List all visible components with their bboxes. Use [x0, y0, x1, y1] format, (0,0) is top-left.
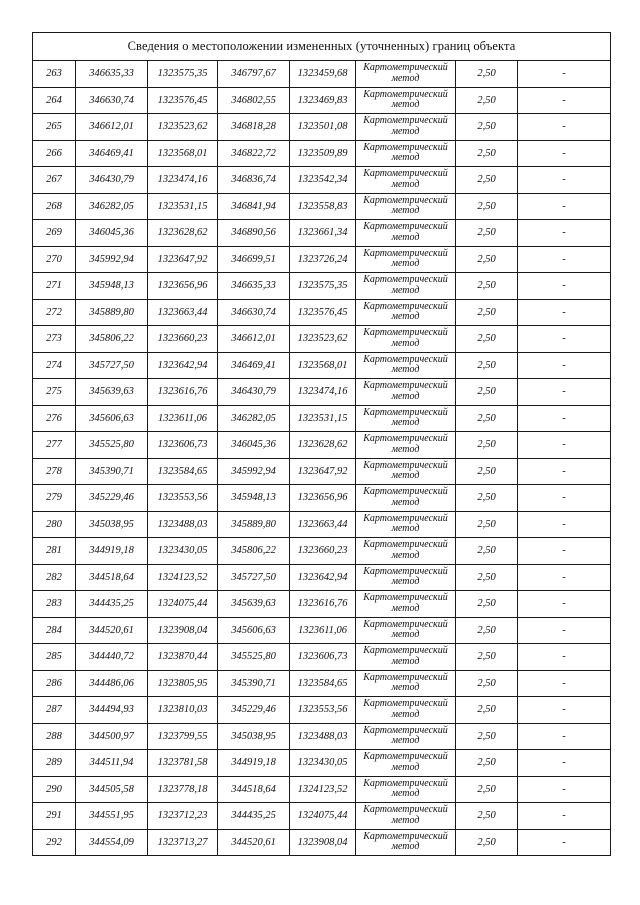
cell-note: - — [518, 87, 611, 114]
cell-note: - — [518, 326, 611, 353]
cell-y-new: 1323509,89 — [290, 140, 356, 167]
cell-note: - — [518, 723, 611, 750]
cell-point-number: 283 — [33, 591, 76, 618]
cell-accuracy: 2,50 — [456, 564, 518, 591]
cell-y-old: 1323553,56 — [148, 485, 218, 512]
cell-y-old: 1323576,45 — [148, 87, 218, 114]
cell-y-new: 1323531,15 — [290, 405, 356, 432]
cell-point-number: 287 — [33, 697, 76, 724]
cell-method: Картометрический метод — [356, 114, 456, 141]
cell-note: - — [518, 273, 611, 300]
cell-x-old: 345606,63 — [76, 405, 148, 432]
cell-point-number: 266 — [33, 140, 76, 167]
cell-y-new: 1323430,05 — [290, 750, 356, 777]
table-row — [33, 114, 611, 141]
cell-point-number: 282 — [33, 564, 76, 591]
cell-note: - — [518, 511, 611, 538]
cell-y-old: 1323642,94 — [148, 352, 218, 379]
table-row — [33, 750, 611, 777]
cell-y-old: 1323908,04 — [148, 617, 218, 644]
cell-note: - — [518, 591, 611, 618]
cell-x-old: 346612,01 — [76, 114, 148, 141]
cell-x-old: 344440,72 — [76, 644, 148, 671]
cell-note: - — [518, 750, 611, 777]
cell-method: Картометрический метод — [356, 299, 456, 326]
table-row — [33, 697, 611, 724]
table-row — [33, 617, 611, 644]
cell-x-old: 344505,58 — [76, 776, 148, 803]
cell-x-old: 345948,13 — [76, 273, 148, 300]
cell-point-number: 274 — [33, 352, 76, 379]
cell-x-old: 344511,94 — [76, 750, 148, 777]
cell-x-new: 345948,13 — [218, 485, 290, 512]
cell-y-new: 1323474,16 — [290, 379, 356, 406]
cell-note: - — [518, 776, 611, 803]
cell-x-old: 346630,74 — [76, 87, 148, 114]
cell-y-new: 1323642,94 — [290, 564, 356, 591]
cell-accuracy: 2,50 — [456, 485, 518, 512]
cell-x-old: 344919,18 — [76, 538, 148, 565]
cell-accuracy: 2,50 — [456, 379, 518, 406]
cell-point-number: 273 — [33, 326, 76, 353]
table-row — [33, 326, 611, 353]
cell-method: Картометрический метод — [356, 273, 456, 300]
cell-y-new: 1323568,01 — [290, 352, 356, 379]
cell-x-new: 345727,50 — [218, 564, 290, 591]
cell-note: - — [518, 114, 611, 141]
cell-method: Картометрический метод — [356, 405, 456, 432]
cell-y-old: 1324123,52 — [148, 564, 218, 591]
cell-accuracy: 2,50 — [456, 246, 518, 273]
cell-method: Картометрический метод — [356, 246, 456, 273]
cell-note: - — [518, 220, 611, 247]
cell-accuracy: 2,50 — [456, 511, 518, 538]
cell-x-old: 344494,93 — [76, 697, 148, 724]
cell-y-new: 1323663,44 — [290, 511, 356, 538]
cell-accuracy: 2,50 — [456, 405, 518, 432]
cell-y-new: 1323656,96 — [290, 485, 356, 512]
cell-accuracy: 2,50 — [456, 140, 518, 167]
cell-x-old: 345038,95 — [76, 511, 148, 538]
cell-point-number: 275 — [33, 379, 76, 406]
cell-point-number: 289 — [33, 750, 76, 777]
cell-x-new: 345606,63 — [218, 617, 290, 644]
cell-x-new: 345038,95 — [218, 723, 290, 750]
cell-accuracy: 2,50 — [456, 617, 518, 644]
cell-y-old: 1323663,44 — [148, 299, 218, 326]
cell-method: Картометрический метод — [356, 591, 456, 618]
cell-point-number: 272 — [33, 299, 76, 326]
cell-x-old: 346635,33 — [76, 61, 148, 88]
cell-x-new: 345639,63 — [218, 591, 290, 618]
cell-accuracy: 2,50 — [456, 273, 518, 300]
cell-x-new: 346841,94 — [218, 193, 290, 220]
cell-accuracy: 2,50 — [456, 697, 518, 724]
cell-method: Картометрический метод — [356, 750, 456, 777]
table-row — [33, 246, 611, 273]
cell-point-number: 291 — [33, 803, 76, 830]
cell-accuracy: 2,50 — [456, 750, 518, 777]
cell-y-old: 1323523,62 — [148, 114, 218, 141]
cell-x-new: 346045,36 — [218, 432, 290, 459]
cell-note: - — [518, 697, 611, 724]
cell-accuracy: 2,50 — [456, 220, 518, 247]
table-row — [33, 220, 611, 247]
table-row — [33, 167, 611, 194]
cell-point-number: 270 — [33, 246, 76, 273]
table-row — [33, 591, 611, 618]
cell-y-new: 1323553,56 — [290, 697, 356, 724]
cell-note: - — [518, 193, 611, 220]
cell-x-old: 345806,22 — [76, 326, 148, 353]
cell-y-old: 1323656,96 — [148, 273, 218, 300]
cell-y-new: 1324123,52 — [290, 776, 356, 803]
cell-x-new: 345390,71 — [218, 670, 290, 697]
table-row — [33, 299, 611, 326]
cell-x-old: 344518,64 — [76, 564, 148, 591]
cell-x-old: 346282,05 — [76, 193, 148, 220]
cell-method: Картометрический метод — [356, 193, 456, 220]
cell-x-old: 345525,80 — [76, 432, 148, 459]
table-row — [33, 776, 611, 803]
cell-x-old: 346045,36 — [76, 220, 148, 247]
cell-x-old: 345727,50 — [76, 352, 148, 379]
cell-method: Картометрический метод — [356, 776, 456, 803]
cell-accuracy: 2,50 — [456, 644, 518, 671]
cell-x-new: 346612,01 — [218, 326, 290, 353]
cell-x-new: 344520,61 — [218, 829, 290, 856]
table-row — [33, 538, 611, 565]
table-row — [33, 61, 611, 88]
cell-method: Картометрический метод — [356, 352, 456, 379]
cell-note: - — [518, 352, 611, 379]
table-row — [33, 432, 611, 459]
cell-point-number: 264 — [33, 87, 76, 114]
cell-method: Картометрический метод — [356, 167, 456, 194]
cell-x-new: 346822,72 — [218, 140, 290, 167]
cell-point-number: 276 — [33, 405, 76, 432]
table-row — [33, 829, 611, 856]
cell-method: Картометрический метод — [356, 617, 456, 644]
cell-x-new: 346282,05 — [218, 405, 290, 432]
cell-y-new: 1323661,34 — [290, 220, 356, 247]
cell-note: - — [518, 538, 611, 565]
cell-y-new: 1323558,83 — [290, 193, 356, 220]
cell-y-old: 1323628,62 — [148, 220, 218, 247]
cell-x-old: 345639,63 — [76, 379, 148, 406]
table-row — [33, 458, 611, 485]
cell-y-new: 1323660,23 — [290, 538, 356, 565]
cell-point-number: 279 — [33, 485, 76, 512]
cell-y-old: 1323870,44 — [148, 644, 218, 671]
cell-method: Картометрический метод — [356, 326, 456, 353]
table-row — [33, 511, 611, 538]
cell-accuracy: 2,50 — [456, 776, 518, 803]
table-row — [33, 564, 611, 591]
cell-y-new: 1323647,92 — [290, 458, 356, 485]
cell-point-number: 285 — [33, 644, 76, 671]
cell-y-new: 1323542,34 — [290, 167, 356, 194]
cell-y-old: 1323606,73 — [148, 432, 218, 459]
cell-method: Картометрический метод — [356, 61, 456, 88]
table-row — [33, 803, 611, 830]
cell-y-old: 1323712,23 — [148, 803, 218, 830]
cell-x-new: 346802,55 — [218, 87, 290, 114]
cell-accuracy: 2,50 — [456, 61, 518, 88]
cell-x-old: 346469,41 — [76, 140, 148, 167]
cell-point-number: 265 — [33, 114, 76, 141]
cell-x-new: 346430,79 — [218, 379, 290, 406]
cell-y-new: 1323908,04 — [290, 829, 356, 856]
cell-x-old: 345390,71 — [76, 458, 148, 485]
cell-method: Картометрический метод — [356, 432, 456, 459]
cell-x-new: 346890,56 — [218, 220, 290, 247]
cell-y-old: 1323488,03 — [148, 511, 218, 538]
table-row — [33, 140, 611, 167]
cell-y-old: 1323584,65 — [148, 458, 218, 485]
cell-y-new: 1323523,62 — [290, 326, 356, 353]
cell-method: Картометрический метод — [356, 723, 456, 750]
cell-y-new: 1323726,24 — [290, 246, 356, 273]
cell-y-new: 1323488,03 — [290, 723, 356, 750]
cell-y-new: 1324075,44 — [290, 803, 356, 830]
cell-accuracy: 2,50 — [456, 87, 518, 114]
cell-x-old: 344486,06 — [76, 670, 148, 697]
cell-point-number: 278 — [33, 458, 76, 485]
cell-x-new: 344435,25 — [218, 803, 290, 830]
cell-point-number: 290 — [33, 776, 76, 803]
cell-x-new: 344518,64 — [218, 776, 290, 803]
cell-x-old: 344554,09 — [76, 829, 148, 856]
cell-method: Картометрический метод — [356, 379, 456, 406]
table-row — [33, 723, 611, 750]
cell-x-new: 346699,51 — [218, 246, 290, 273]
cell-note: - — [518, 617, 611, 644]
cell-note: - — [518, 644, 611, 671]
cell-accuracy: 2,50 — [456, 193, 518, 220]
table-row — [33, 644, 611, 671]
cell-note: - — [518, 432, 611, 459]
cell-note: - — [518, 167, 611, 194]
cell-y-old: 1323616,76 — [148, 379, 218, 406]
cell-method: Картометрический метод — [356, 511, 456, 538]
cell-note: - — [518, 140, 611, 167]
cell-point-number: 284 — [33, 617, 76, 644]
cell-y-old: 1323568,01 — [148, 140, 218, 167]
cell-x-old: 345889,80 — [76, 299, 148, 326]
cell-point-number: 277 — [33, 432, 76, 459]
cell-method: Картометрический метод — [356, 538, 456, 565]
cell-accuracy: 2,50 — [456, 829, 518, 856]
cell-method: Картометрический метод — [356, 140, 456, 167]
cell-x-new: 346797,67 — [218, 61, 290, 88]
cell-y-old: 1323647,92 — [148, 246, 218, 273]
cell-point-number: 268 — [33, 193, 76, 220]
cell-x-old: 344435,25 — [76, 591, 148, 618]
table-row — [33, 405, 611, 432]
table-row — [33, 352, 611, 379]
cell-accuracy: 2,50 — [456, 803, 518, 830]
table-row — [33, 485, 611, 512]
cell-x-new: 346635,33 — [218, 273, 290, 300]
cell-y-new: 1323459,68 — [290, 61, 356, 88]
cell-point-number: 292 — [33, 829, 76, 856]
cell-y-new: 1323628,62 — [290, 432, 356, 459]
table-row — [33, 670, 611, 697]
cell-accuracy: 2,50 — [456, 538, 518, 565]
cell-accuracy: 2,50 — [456, 723, 518, 750]
cell-note: - — [518, 458, 611, 485]
cell-method: Картометрический метод — [356, 803, 456, 830]
cell-x-new: 345992,94 — [218, 458, 290, 485]
cell-x-new: 346469,41 — [218, 352, 290, 379]
cell-note: - — [518, 670, 611, 697]
cell-method: Картометрический метод — [356, 670, 456, 697]
cell-accuracy: 2,50 — [456, 458, 518, 485]
cell-note: - — [518, 379, 611, 406]
cell-y-new: 1323606,73 — [290, 644, 356, 671]
cell-accuracy: 2,50 — [456, 432, 518, 459]
cell-y-new: 1323616,76 — [290, 591, 356, 618]
table-row — [33, 273, 611, 300]
cell-method: Картометрический метод — [356, 220, 456, 247]
cell-y-old: 1323799,55 — [148, 723, 218, 750]
cell-y-old: 1323660,23 — [148, 326, 218, 353]
boundary-table — [32, 32, 611, 856]
cell-point-number: 280 — [33, 511, 76, 538]
cell-x-new: 346818,28 — [218, 114, 290, 141]
cell-method: Картометрический метод — [356, 829, 456, 856]
cell-x-new: 346836,74 — [218, 167, 290, 194]
cell-point-number: 286 — [33, 670, 76, 697]
cell-x-old: 344551,95 — [76, 803, 148, 830]
cell-y-new: 1323469,83 — [290, 87, 356, 114]
cell-accuracy: 2,50 — [456, 167, 518, 194]
table-row — [33, 193, 611, 220]
table-title-row — [33, 33, 611, 61]
cell-point-number: 263 — [33, 61, 76, 88]
cell-y-old: 1323575,35 — [148, 61, 218, 88]
cell-y-old: 1323781,58 — [148, 750, 218, 777]
cell-method: Картометрический метод — [356, 697, 456, 724]
cell-x-new: 345889,80 — [218, 511, 290, 538]
cell-x-new: 345229,46 — [218, 697, 290, 724]
cell-method: Картометрический метод — [356, 564, 456, 591]
cell-y-old: 1324075,44 — [148, 591, 218, 618]
cell-note: - — [518, 564, 611, 591]
cell-y-old: 1323713,27 — [148, 829, 218, 856]
cell-note: - — [518, 829, 611, 856]
cell-x-old: 346430,79 — [76, 167, 148, 194]
cell-method: Картометрический метод — [356, 644, 456, 671]
cell-note: - — [518, 405, 611, 432]
cell-accuracy: 2,50 — [456, 299, 518, 326]
cell-y-old: 1323611,06 — [148, 405, 218, 432]
cell-y-new: 1323501,08 — [290, 114, 356, 141]
cell-point-number: 271 — [33, 273, 76, 300]
table-row — [33, 87, 611, 114]
cell-accuracy: 2,50 — [456, 670, 518, 697]
cell-method: Картометрический метод — [356, 458, 456, 485]
cell-x-old: 345992,94 — [76, 246, 148, 273]
cell-method: Картометрический метод — [356, 485, 456, 512]
cell-accuracy: 2,50 — [456, 114, 518, 141]
cell-accuracy: 2,50 — [456, 591, 518, 618]
cell-x-new: 345525,80 — [218, 644, 290, 671]
cell-x-old: 344520,61 — [76, 617, 148, 644]
cell-y-new: 1323576,45 — [290, 299, 356, 326]
cell-y-old: 1323810,03 — [148, 697, 218, 724]
cell-note: - — [518, 803, 611, 830]
cell-point-number: 267 — [33, 167, 76, 194]
cell-note: - — [518, 299, 611, 326]
table-row — [33, 379, 611, 406]
cell-x-new: 346630,74 — [218, 299, 290, 326]
cell-x-old: 344500,97 — [76, 723, 148, 750]
cell-accuracy: 2,50 — [456, 326, 518, 353]
cell-accuracy: 2,50 — [456, 352, 518, 379]
cell-note: - — [518, 485, 611, 512]
cell-y-old: 1323778,18 — [148, 776, 218, 803]
cell-x-new: 344919,18 — [218, 750, 290, 777]
cell-y-new: 1323611,06 — [290, 617, 356, 644]
cell-note: - — [518, 61, 611, 88]
cell-y-old: 1323805,95 — [148, 670, 218, 697]
cell-method: Картометрический метод — [356, 87, 456, 114]
cell-y-old: 1323531,15 — [148, 193, 218, 220]
cell-y-old: 1323430,05 — [148, 538, 218, 565]
cell-point-number: 288 — [33, 723, 76, 750]
cell-x-old: 345229,46 — [76, 485, 148, 512]
cell-note: - — [518, 246, 611, 273]
table-title: Сведения о местоположении измененных (уточненных) границ объекта — [33, 33, 611, 61]
cell-y-old: 1323474,16 — [148, 167, 218, 194]
cell-y-new: 1323575,35 — [290, 273, 356, 300]
cell-x-new: 345806,22 — [218, 538, 290, 565]
cell-point-number: 269 — [33, 220, 76, 247]
cell-y-new: 1323584,65 — [290, 670, 356, 697]
cell-point-number: 281 — [33, 538, 76, 565]
